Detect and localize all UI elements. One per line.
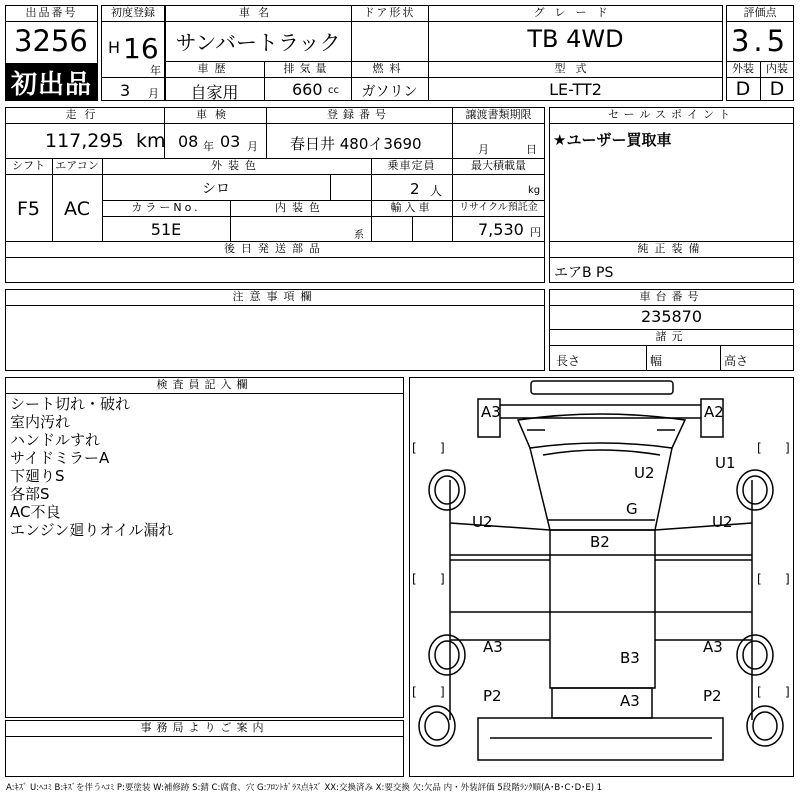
damage-bed-front: B2: [590, 533, 610, 551]
first-time-badge-text: 初出品: [10, 70, 92, 100]
mileage-label: 走行: [65, 108, 104, 121]
office-label: 事務局よりご案内: [140, 721, 269, 734]
svg-text:]: ]: [785, 685, 790, 699]
history: 自家用: [190, 83, 239, 102]
damage-front-right: A2: [704, 403, 724, 421]
exterior-grade-label: 外装: [732, 62, 754, 75]
svg-text:[: [: [412, 572, 417, 586]
inspector-note: シート切れ・破れ: [10, 395, 131, 413]
notes-label: 注意事項欄: [232, 290, 318, 303]
plate-number: 春日井 480イ3690: [290, 135, 422, 153]
damage-tail: A3: [620, 692, 640, 710]
color-no-label: カラーNo.: [131, 201, 201, 214]
max-load-label: 最大積載量: [471, 159, 526, 172]
score: 3.5: [730, 24, 790, 58]
damage-right-door: U1: [715, 454, 736, 472]
lot-number-label: 出品番号: [25, 6, 78, 19]
svg-text:]: ]: [440, 441, 445, 455]
inspection-label: 車検: [196, 108, 234, 121]
exterior-grade: D: [735, 78, 751, 100]
inspector-note: サイドミラーA: [10, 449, 110, 467]
history-label: 車歴: [197, 62, 232, 75]
svg-text:]: ]: [440, 572, 445, 586]
capacity-label: 乗車定員: [387, 159, 436, 172]
transfer-day-unit: 日: [526, 143, 537, 156]
interior-color-unit: 系: [354, 230, 364, 241]
sales-point-label: セールスポイント: [607, 108, 735, 121]
svg-text:]: ]: [440, 685, 445, 699]
damage-roof: U2: [634, 464, 655, 482]
inspector-note: 各部S: [10, 485, 50, 503]
import-label: 輸入車: [390, 201, 433, 214]
lot-number: 3256: [14, 24, 88, 58]
damage-left-side: U2: [472, 513, 493, 531]
chassis-number: 235870: [640, 307, 703, 326]
inspector-note: 下廻りS: [10, 467, 65, 485]
damage-front-left: A3: [481, 403, 501, 421]
inspector-label: 検査員記入欄: [156, 378, 253, 391]
later-parts-label: 後日発送部品: [224, 242, 326, 255]
damage-rear-right: A3: [703, 638, 723, 656]
month-unit: 月: [148, 87, 159, 100]
model-label: 型式: [554, 62, 597, 75]
transfer-deadline-label: 譲渡書類期限: [465, 108, 532, 121]
displacement-unit: cc: [328, 85, 339, 96]
capacity-unit: 人: [430, 184, 443, 198]
grade-label: グレード: [533, 6, 618, 19]
inspection-month-unit: 月: [247, 140, 258, 153]
interior-grade: D: [769, 78, 785, 100]
capacity: 2: [410, 180, 420, 198]
color-no: 51E: [150, 220, 182, 239]
car-name-label: 車名: [239, 6, 277, 19]
svg-text:]: ]: [785, 572, 790, 586]
specs-label: 諸元: [655, 330, 688, 343]
era: H: [108, 38, 121, 57]
equipment: エアB PS: [554, 265, 614, 281]
car-name: サンバートラック: [175, 31, 341, 55]
interior-grade-label: 内装: [766, 62, 788, 75]
mileage: 117,295: [45, 130, 124, 152]
damage-rear-left: A3: [483, 638, 503, 656]
inspector-note: エンジン廻りオイル漏れ: [10, 521, 174, 539]
inspection-year-unit: 年: [203, 140, 214, 153]
ac: AC: [64, 198, 90, 220]
damage-right-side: U2: [712, 513, 733, 531]
score-label: 評価点: [743, 6, 777, 19]
sales-point: ★ユーザー買取車: [553, 131, 672, 149]
inspector-notes: [10, 395, 400, 539]
first-registration-year: 16: [123, 32, 159, 65]
exterior-color-label: 外装色: [211, 159, 262, 172]
year-unit: 年: [150, 64, 161, 77]
first-registration-label: 初度登録: [111, 6, 155, 19]
damage-bed-rear: B3: [620, 649, 640, 667]
transfer-month-unit: 月: [478, 143, 489, 156]
svg-text:[: [: [757, 572, 762, 586]
svg-text:]: ]: [785, 441, 790, 455]
displacement: 660: [292, 80, 323, 99]
plate-label: 登録番号: [327, 108, 391, 121]
grade: TB 4WD: [527, 25, 624, 53]
equipment-label: 純正装備: [637, 242, 706, 255]
damage-rear-right-lower: P2: [703, 687, 722, 705]
inspector-note: 室内汚れ: [10, 413, 71, 431]
legend: A:ｷｽﾞ U:ﾍｺﾐ B:ｷｽﾞを伴うﾍｺﾐ P:要塗装 W:補修跡 S:錆 C:腐食、穴 G:ﾌﾛﾝﾄｶﾞﾗｽ点ｷｽﾞ XX:交換済み X:要交換 欠:欠品 内・外装評価 5段階ﾗﾝｸ順(A･B･C･D･E) 1: [6, 783, 603, 793]
svg-text:[: [: [757, 441, 762, 455]
interior-color-label: 内装色: [275, 201, 326, 214]
max-load-unit: kg: [528, 185, 541, 196]
width-label: 幅: [650, 354, 663, 368]
damage-windshield: G: [626, 500, 638, 518]
ac-label: エアコン: [55, 159, 99, 172]
svg-text:[: [: [757, 685, 762, 699]
chassis-label: 車台番号: [639, 290, 704, 303]
shift: F5: [16, 198, 41, 220]
recycle-label: リサイクル預託金: [459, 202, 538, 213]
inspector-note: ハンドルすれ: [10, 431, 101, 449]
recycle-fee: 7,530: [478, 220, 524, 239]
inspector-note: AC不良: [10, 503, 61, 521]
fuel: ガソリン: [361, 84, 418, 100]
first-registration-month: 3: [120, 81, 131, 100]
exterior-color: シロ: [202, 181, 230, 197]
height-label: 高さ: [724, 354, 749, 368]
fuel-label: 燃料: [372, 62, 407, 75]
recycle-unit: 円: [530, 226, 541, 239]
model: LE-TT2: [549, 80, 602, 99]
damage-rear-left-lower: P2: [483, 687, 502, 705]
svg-text:[: [: [412, 685, 417, 699]
mileage-unit: km: [136, 130, 166, 152]
door-label: ドア形状: [363, 6, 416, 19]
inspection-month: 03: [220, 132, 241, 151]
svg-text:[: [: [412, 441, 417, 455]
length-label: 長さ: [556, 354, 581, 368]
inspection-year: 08: [178, 132, 199, 151]
shift-label: シフト: [12, 159, 45, 172]
displacement-label: 排気量: [283, 62, 332, 75]
car-diagram: [409, 377, 794, 777]
